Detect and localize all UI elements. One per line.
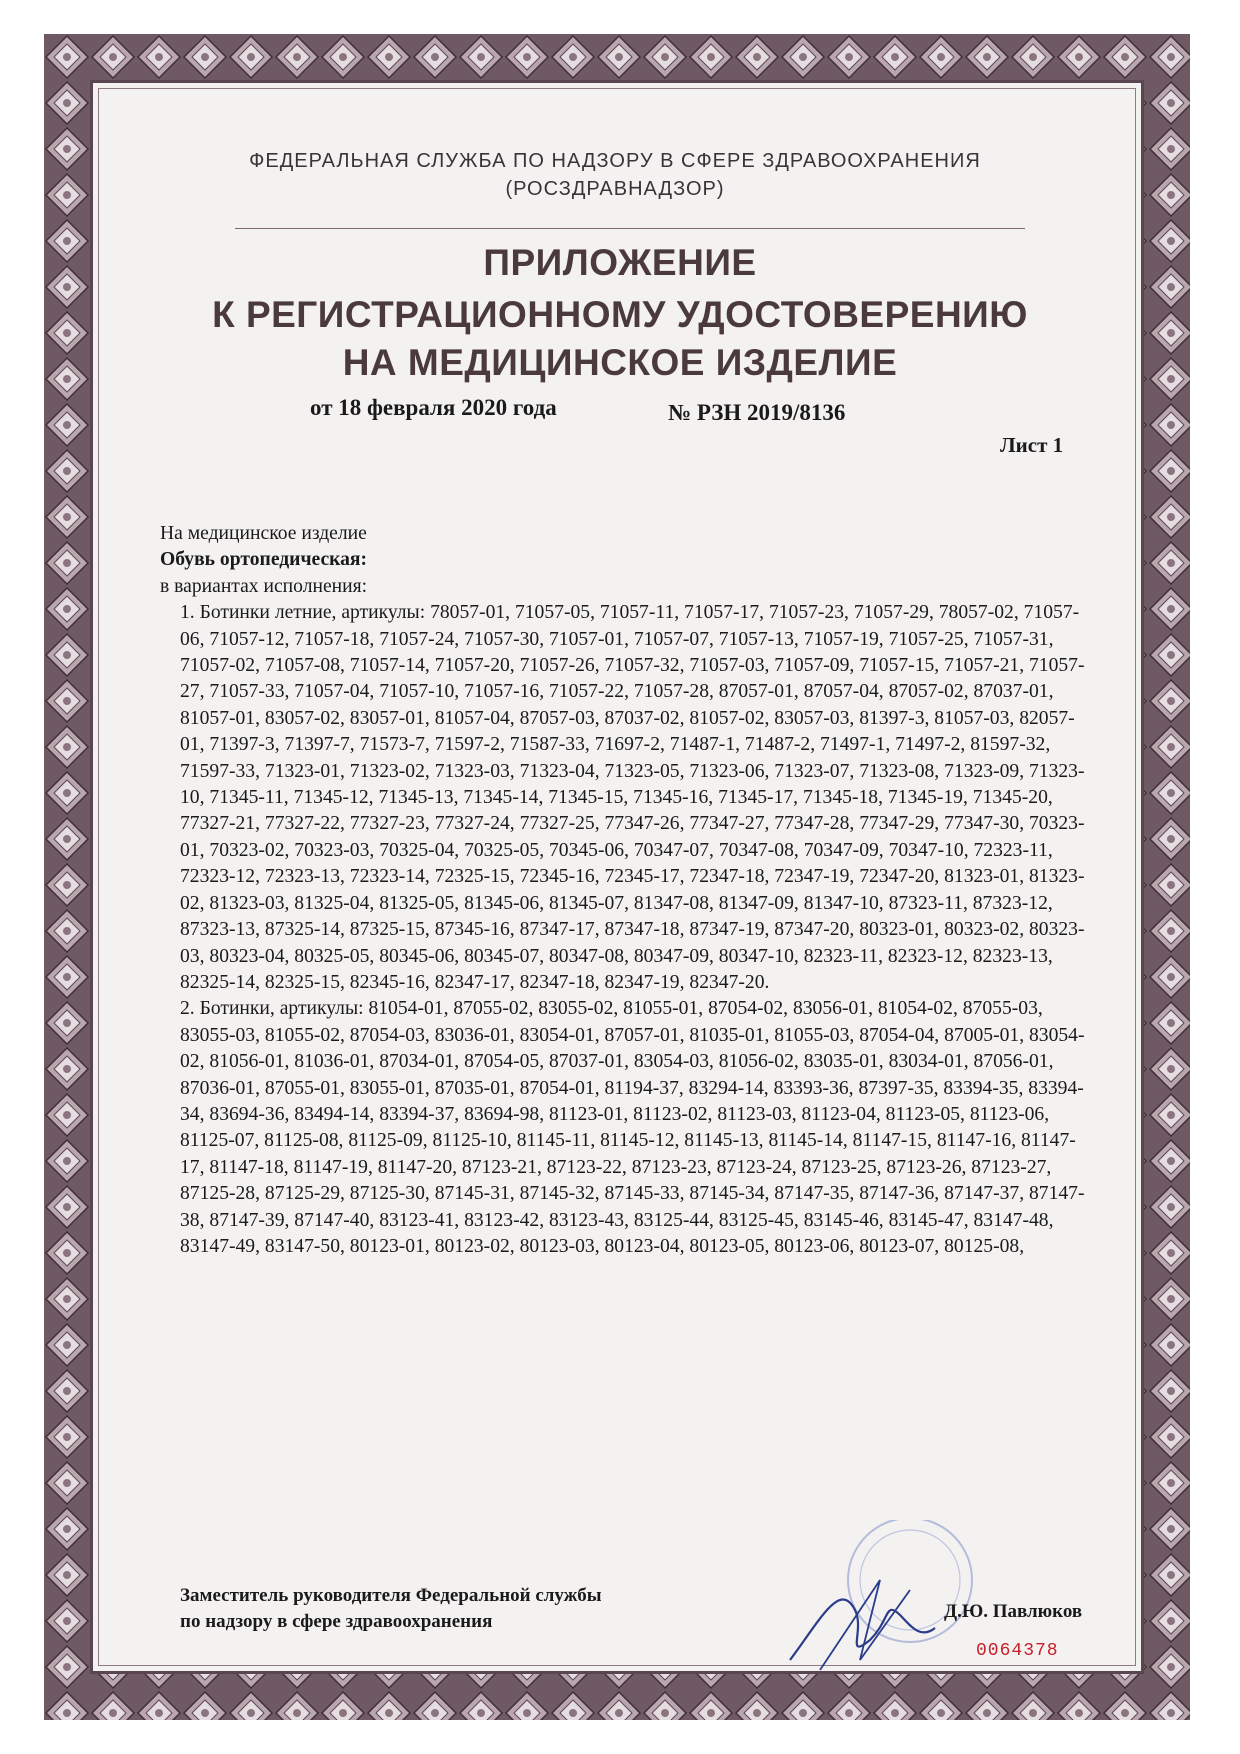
signer-title-line1: Заместитель руководителя Федеральной службы: [180, 1585, 602, 1606]
doc-title-line2: К РЕГИСТРАЦИОННОМУ УДОСТОВЕРЕНИЮ: [212, 294, 1028, 335]
variant-item-1: 1. Ботинки летние, артикулы: 78057-01, 71057-05, 71057-11, 71057-17, 71057-23, 71057-29, 78057-02, 71057-06, 71057-12, 71057-18, 71057-24, 71057-30, 71057-01, 71057-07, 71057-13, 71057-19, 71057-25, 71057-31, 71057-02, 71057-08, 71057-14, 71057-20, 71057-26, 71057-32, 71057-03, 71057-09, 71057-15, 71057-21, 71057-27, 71057-33, 71057-04, 71057-10, 71057-16, 71057-22, 71057-28, 87057-01, 87057-04, 87057-02, 87037-01, 81057-01, 83057-02, 83057-01, 81057-04, 87057-03, 87037-02, 81057-02, 83057-03, 81397-3, 81057-03, 82057-01, 71397-3, 71397-7, 71573-7, 71597-2, 71587-33, 71697-2, 71487-1, 71487-2, 71497-1, 71497-2, 81597-32, 71597-33, 71323-01, 71323-02, 71323-03, 71323-04, 71323-05, 71323-06, 71323-07, 71323-08, 71323-09, 71323-10, 71345-11, 71345-12, 71345-13, 71345-14, 71345-15, 71345-16, 71345-17, 71345-18, 71345-19, 71345-20, 77327-21, 77327-22, 77327-23, 77327-24, 77327-25, 77347-26, 77347-27, 77347-28, 77347-29, 77347-30, 70323-01, 70323-02, 70323-03, 70325-04, 70325-05, 70345-06, 70347-07, 70347-08, 70347-09, 70347-10, 72323-11, 72323-12, 72323-13, 72323-14, 72325-15, 72345-16, 72345-17, 72347-18, 72347-19, 72347-20, 81323-01, 81323-02, 81323-03, 81325-04, 81325-05, 81345-06, 81345-07, 81347-08, 81347-09, 81347-10, 87323-11, 87323-12, 87323-13, 87325-14, 87325-15, 87345-16, 87347-17, 87347-18, 87347-19, 87347-20, 80323-01, 80323-02, 80323-03, 80323-04, 80325-05, 80345-06, 80345-07, 80347-08, 80347-09, 80347-10, 82323-11, 82323-12, 82323-13, 82325-14, 82325-15, 82345-16, 82347-17, 82347-18, 82347-19, 82347-20.: [180, 602, 1085, 993]
doc-title-line1: ПРИЛОЖЕНИЕ: [483, 242, 757, 283]
intro-line: На медицинское изделие: [160, 523, 367, 544]
signer-name: Д.Ю. Павлюков: [944, 1601, 1083, 1622]
agency-abbrev: (РОСЗДРАВНАДЗОР): [505, 178, 725, 200]
product-name: Обувь ортопедическая:: [160, 549, 368, 571]
signer-title-line2: по надзору в сфере здравоохранения: [180, 1611, 493, 1632]
sheet-number: Лист 1: [1000, 433, 1064, 457]
variants-line: в вариантах исполнения:: [160, 575, 368, 597]
doc-title-line3: НА МЕДИЦИНСКОЕ ИЗДЕЛИЕ: [342, 342, 898, 383]
document-date: от 18 февраля 2020 года: [310, 395, 557, 420]
registration-number: № РЗН 2019/8136: [668, 400, 846, 425]
serial-number: 0064378: [976, 1641, 1059, 1661]
document-text: [160, 521, 1090, 1260]
header-divider: [235, 228, 1025, 229]
variant-item-2: 2. Ботинки, артикулы: 81054-01, 87055-02, 83055-02, 81055-01, 87054-02, 83056-01, 81054-02, 87055-03, 83055-03, 81055-02, 87054-03, 83036-01, 83054-01, 87057-01, 81035-01, 81055-03, 87054-04, 87005-01, 83054-02, 81056-01, 81036-01, 87034-01, 87054-05, 87037-01, 83054-03, 81056-02, 83035-01, 83034-01, 87056-01, 87036-01, 87055-01, 83055-01, 87035-01, 87054-01, 81194-37, 83294-14, 83393-36, 87397-35, 83394-35, 83394-34, 83694-36, 83494-14, 83394-37, 83694-98, 81123-01, 81123-02, 81123-03, 81123-04, 81123-05, 81123-06, 81125-07, 81125-08, 81125-09, 81125-10, 81145-11, 81145-12, 81145-13, 81145-14, 81147-15, 81147-16, 81147-17, 81147-18, 81147-19, 81147-20, 87123-21, 87123-22, 87123-23, 87123-24, 87123-25, 87123-26, 87123-27, 87125-28, 87125-29, 87125-30, 87145-31, 87145-32, 87145-33, 87145-34, 87147-35, 87147-36, 87147-37, 87147-38, 87147-39, 87147-40, 83123-41, 83123-42, 83123-43, 83125-44, 83125-45, 83145-46, 83145-47, 83147-48, 83147-49, 83147-50, 80123-01, 80123-02, 80123-03, 80123-04, 80123-05, 80123-06, 80123-07, 80125-08,: [180, 998, 1085, 1257]
agency-name: ФЕДЕРАЛЬНАЯ СЛУЖБА ПО НАДЗОРУ В СФЕРЕ ЗДРАВООХРАНЕНИЯ: [249, 150, 981, 172]
